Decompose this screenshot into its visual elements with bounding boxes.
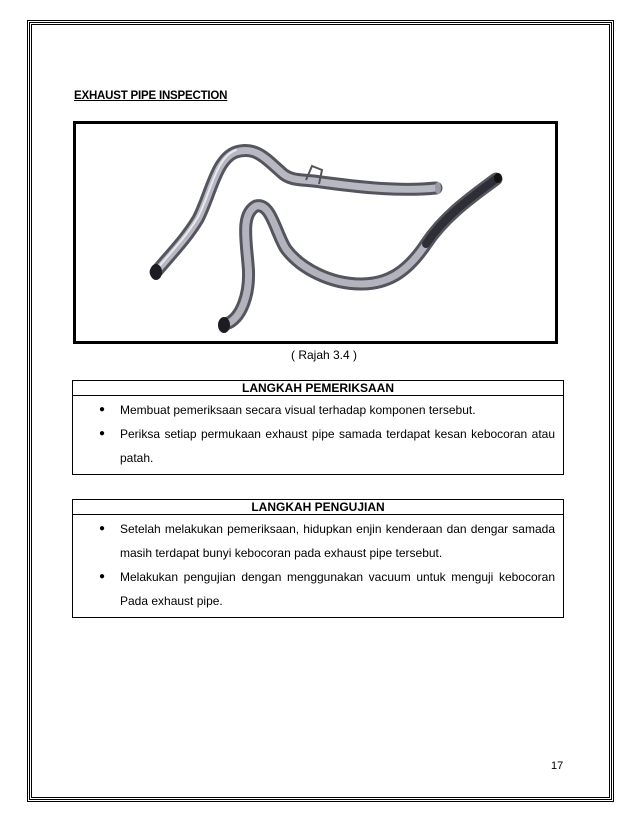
figure-frame <box>73 121 558 344</box>
bullet-icon: ● <box>99 523 106 534</box>
pengujian-table <box>72 499 564 618</box>
exhaust-pipe-image <box>76 124 555 341</box>
list-item: ● Membuat pemeriksaan secara visual terhadap komponen tersebut. <box>120 398 555 422</box>
list-item: ● Periksa setiap permukaan exhaust pipe samada terdapat kesan kebocoran atau patah. <box>120 422 555 470</box>
list-item: ● Melakukan pengujian dengan menggunakan vacuum untuk menguji kebocoran Pada exhaust pipe. <box>120 565 555 613</box>
bullet-icon: ● <box>99 428 106 439</box>
page-number: 17 <box>551 760 564 772</box>
figure-caption: ( Rajah 3.4 ) <box>290 348 358 362</box>
bullet-icon: ● <box>99 404 106 415</box>
pengujian-header: LANGKAH PENGUJIAN <box>73 500 563 515</box>
page-title: EXHAUST PIPE INSPECTION <box>74 90 228 102</box>
pengujian-list <box>73 515 563 617</box>
pemeriksaan-table <box>72 380 564 475</box>
bullet-icon: ● <box>99 571 106 582</box>
list-item: ● Setelah melakukan pemeriksaan, hidupkan enjin kenderaan dan dengar samada masih terdapat bunyi kebocoran pada exhaust pipe tersebut. <box>120 517 555 565</box>
pemeriksaan-list <box>73 396 563 474</box>
pemeriksaan-header: LANGKAH PEMERIKSAAN <box>73 381 563 396</box>
